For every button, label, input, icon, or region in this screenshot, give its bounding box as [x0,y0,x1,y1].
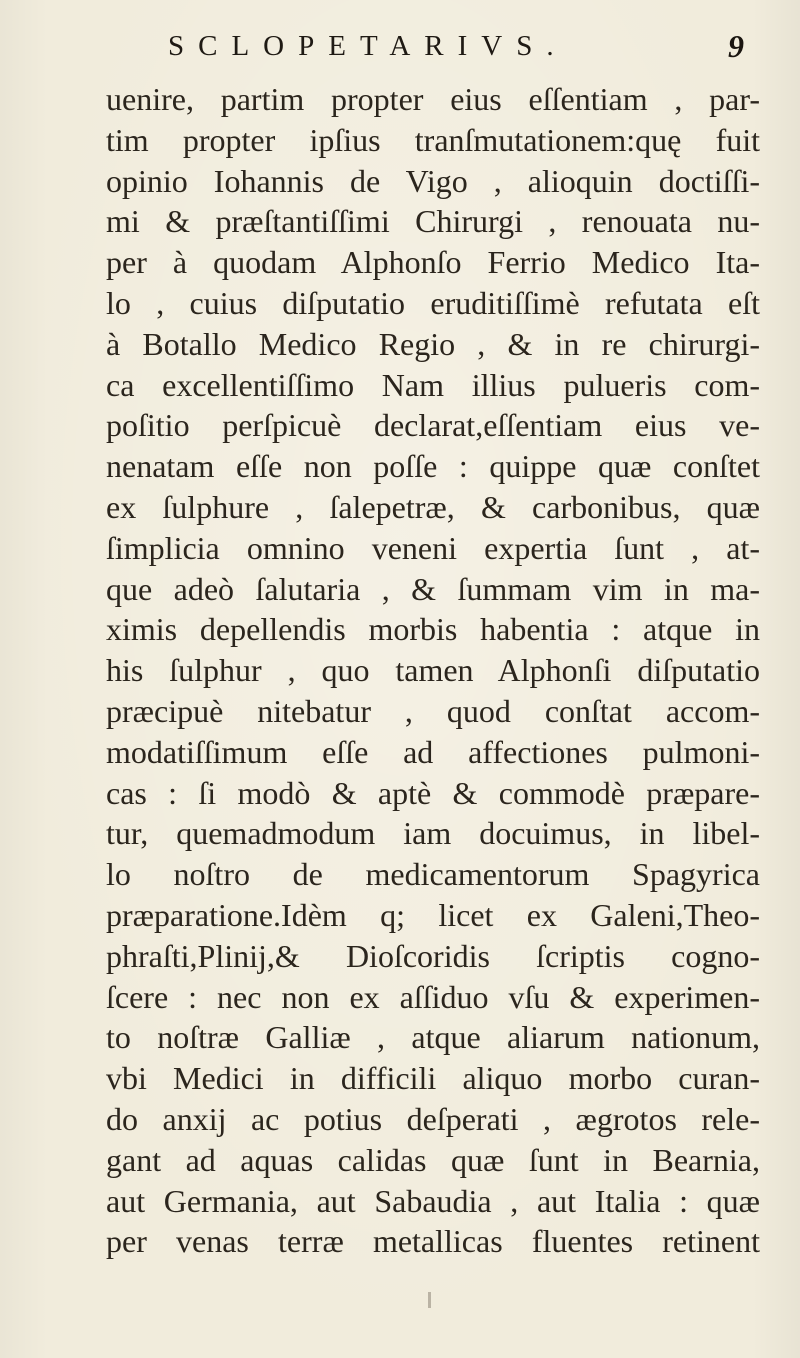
page-header [0,30,800,74]
paper-speck [428,1292,431,1308]
text-line: cas : ſi modò & aptè & commodè præpare- [106,774,760,811]
text-line: modatiſſimum eſſe ad affectiones pulmoni- [106,733,760,770]
text-line: uenire, partim propter eius eſſentiam , par- [106,81,760,117]
text-line: per à quodam Alphonſo Ferrio Medico Ita- [106,244,760,281]
text-line: lo , cuius diſputatio eruditiſſimè refutata eſt [106,284,760,321]
text-line: que adeò ſalutaria , & ſummam vim in ma- [106,570,760,607]
text-line: per venas terræ metallicas fluentes retinent [106,1223,760,1260]
text-line: præcipuè nitebatur , quod conſtat accom- [106,692,760,729]
text-line: his ſulphur , quo tamen Alphonſi diſputatio [106,652,760,689]
text-line: nenatam eſſe non poſſe : quippe quæ conſtet [106,448,760,485]
page-number: 9 [728,28,744,64]
text-line: præparatione.Idèm q; licet ex Galeni,Theo- [106,896,760,933]
text-line: do anxij ac potius deſperati , ægrotos rele- [106,1100,760,1137]
text-line: gant ad aquas calidas quæ ſunt in Bearnia, [106,1141,760,1178]
text-line: vbi Medici in difficili aliquo morbo curan- [106,1060,760,1097]
text-line: tur, quemadmodum iam docuimus, in libel- [106,815,760,852]
text-line: mi & præſtantiſſimi Chirurgi , renouata nu- [106,203,760,240]
text-line: lo noſtro de medicamentorum Spagyrica [106,856,760,893]
text-line: ximis depellendis morbis habentia : atque in [106,611,760,648]
body-text [106,79,760,1262]
text-line: ca excellentiſſimo Nam illius pulueris com- [106,366,760,403]
text-line: phraſti,Plinij,& Dioſcoridis ſcriptis cogno- [106,937,760,974]
text-line: aut Germania, aut Sabaudia , aut Italia : quæ [106,1182,760,1219]
running-head: SCLOPETARIVS. [168,30,568,62]
text-line: ſimplicia omnino veneni expertia ſunt , at- [106,529,760,566]
text-line: poſitio perſpicuè declarat,eſſentiam eius ve- [106,407,760,444]
text-line: opinio Iohannis de Vigo , alioquin doctiſſi- [106,162,760,199]
text-line: à Botallo Medico Regio , & in re chirurgi- [106,325,760,362]
text-line: ſcere : nec non ex aſſiduo vſu & experimen- [106,978,760,1015]
text-line: tim propter ipſius tranſmutationem:quę fuit [106,121,760,158]
text-line: to noſtræ Galliæ , atque aliarum nationum, [106,1019,760,1056]
text-line: ex ſulphure , ſalepetræ, & carbonibus, quæ [106,488,760,525]
